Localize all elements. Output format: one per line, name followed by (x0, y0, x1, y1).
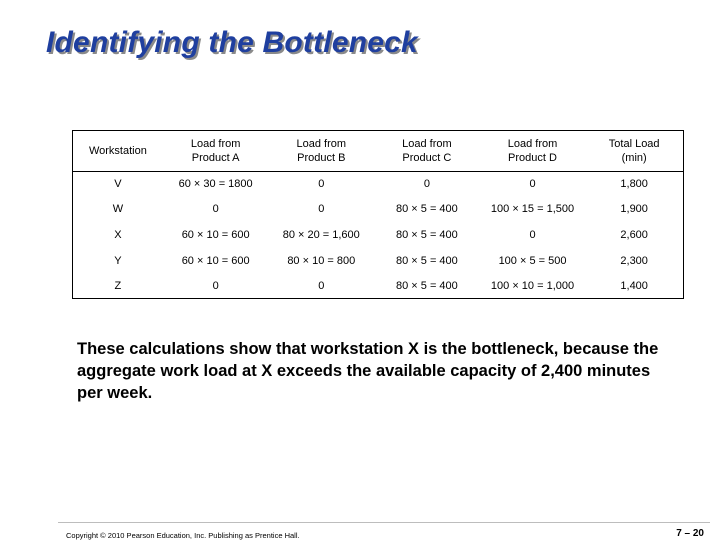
footer-divider (58, 522, 710, 523)
cell-load-d: 0 (529, 178, 536, 191)
cell-total-load: 2,300 (620, 254, 648, 267)
cell-load-a: 0 (212, 203, 219, 216)
cell-load-d: 100 × 15 = 1,500 (490, 203, 575, 216)
cell-load-b: 0 (318, 178, 325, 191)
cell-load-b: 80 × 20 = 1,600 (282, 228, 360, 241)
cell-workstation: X (114, 228, 122, 241)
header-product-b-line2: Product B (297, 151, 346, 164)
cell-load-c: 80 × 5 = 400 (396, 228, 458, 241)
conclusion-paragraph: These calculations show that workstation X is the bottleneck, because the aggregate work load at X exceeds the available capacity of 2,400 minutes per week. (77, 340, 659, 402)
table-body (73, 171, 683, 299)
cell-load-d: 100 × 10 = 1,000 (490, 280, 575, 293)
cell-load-a: 60 × 10 = 600 (181, 254, 250, 267)
cell-load-d: 0 (529, 228, 536, 241)
header-total-load (585, 131, 683, 171)
header-workstation-line1: Workstation (88, 144, 147, 157)
table-row (73, 248, 683, 274)
cell-load-b: 0 (318, 280, 325, 293)
header-product-a-line2: Product A (191, 151, 240, 164)
cell-load-c: 80 × 5 = 400 (396, 254, 458, 267)
page-number: 7 – 20 (676, 528, 704, 539)
cell-load-a: 0 (212, 280, 219, 293)
cell-total-load: 1,900 (620, 203, 648, 216)
table-row (73, 273, 683, 299)
table-row (73, 197, 683, 223)
header-product-c-line1: Load from (402, 137, 452, 150)
cell-load-a: 60 × 10 = 600 (181, 228, 250, 241)
cell-load-c: 80 × 5 = 400 (396, 203, 458, 216)
header-product-c (374, 131, 480, 171)
header-product-b (268, 131, 374, 171)
table-row (73, 222, 683, 248)
header-product-d (480, 131, 586, 171)
header-product-d-line1: Load from (507, 137, 558, 150)
table-row (73, 171, 683, 197)
header-product-a (163, 131, 269, 171)
cell-load-c: 0 (423, 178, 430, 191)
cell-workstation: W (112, 203, 124, 216)
cell-load-d: 100 × 5 = 500 (498, 254, 567, 267)
workload-table (72, 130, 684, 299)
cell-workstation: Y (114, 254, 122, 267)
cell-workstation: Z (114, 280, 122, 293)
header-product-d-line2: Product D (508, 151, 557, 164)
table-header (73, 131, 683, 171)
header-product-c-line2: Product C (402, 151, 452, 164)
cell-total-load: 1,400 (620, 280, 648, 293)
header-total-load-line2: (min) (621, 151, 647, 164)
copyright-notice: Copyright © 2010 Pearson Education, Inc. Publishing as Prentice Hall. (66, 531, 300, 540)
cell-workstation: V (114, 178, 122, 191)
slide-title: Identifying the Bottleneck (46, 26, 418, 59)
cell-total-load: 2,600 (620, 228, 648, 241)
cell-total-load: 1,800 (620, 178, 648, 191)
header-total-load-line1: Total Load (608, 137, 660, 150)
header-workstation (73, 131, 163, 171)
cell-load-c: 80 × 5 = 400 (396, 280, 458, 293)
header-row (73, 131, 683, 171)
cell-load-b: 0 (318, 203, 325, 216)
header-product-b-line1: Load from (296, 137, 347, 150)
cell-load-a: 60 × 30 = 1800 (178, 178, 253, 191)
cell-load-b: 80 × 10 = 800 (287, 254, 356, 267)
header-product-a-line1: Load from (190, 137, 241, 150)
workload-table-grid (73, 131, 683, 299)
